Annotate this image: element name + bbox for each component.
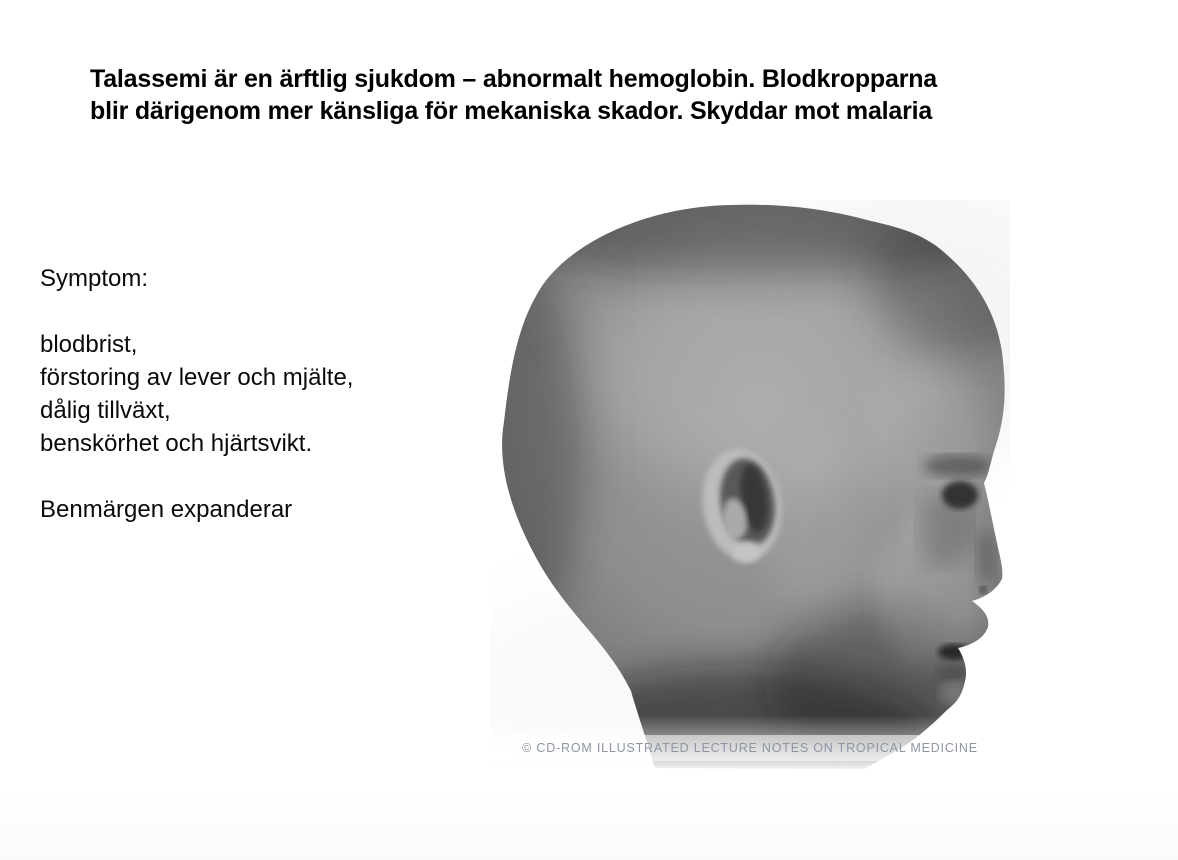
- slide-title-line-1: Talassemi är en ärftlig sjukdom – abnormalt hemoglobin. Blodkropparna: [90, 65, 938, 93]
- child-profile-photo: [490, 200, 1010, 770]
- photo-illustration: [490, 200, 1010, 770]
- symptom-bone-marrow-note: Benmärgen expanderar: [40, 496, 293, 523]
- slide-title: [90, 63, 1100, 127]
- symptom-list: [40, 262, 470, 526]
- slide-bottom-wash: [0, 790, 1178, 860]
- symptom-item-organ-enlargement: förstoring av lever och mjälte,: [40, 364, 354, 391]
- slide-title-line-2: blir därigenom mer känsliga för mekaniska skador. Skyddar mot malaria: [90, 97, 933, 125]
- photo-caption-band: [490, 735, 1010, 761]
- symptom-spacer: [40, 295, 470, 328]
- symptom-item-bone-heart: benskörhet och hjärtsvikt.: [40, 430, 313, 457]
- symptom-spacer-2: [40, 460, 470, 493]
- symptom-heading: Symptom:: [40, 265, 149, 292]
- symptom-item-poor-growth: dålig tillväxt,: [40, 397, 171, 424]
- symptom-item-anemia: blodbrist,: [40, 331, 138, 358]
- photo-caption: © CD-ROM ILLUSTRATED LECTURE NOTES ON TROPICAL MEDICINE: [522, 741, 978, 755]
